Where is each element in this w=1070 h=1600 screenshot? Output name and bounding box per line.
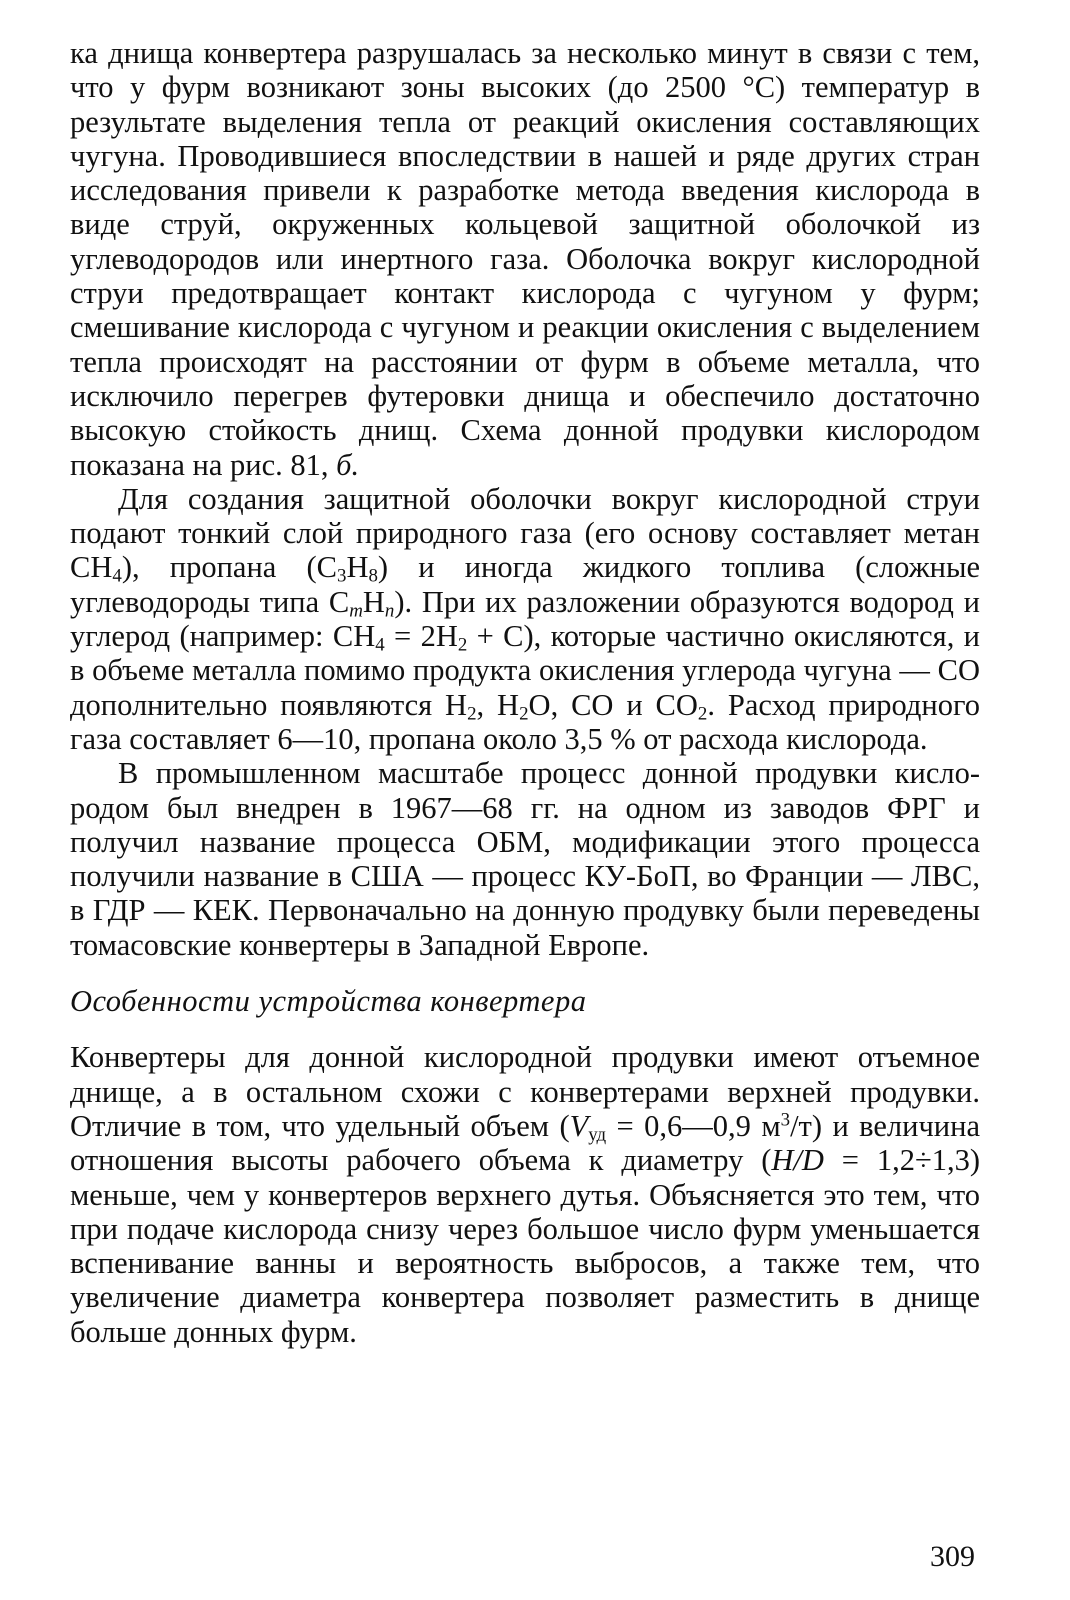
- sub-2d: 2: [697, 703, 708, 725]
- section-heading: Особенности устройства конвертера: [70, 984, 587, 1019]
- paragraph-3: В промышленном масштабе процесс донной продувки кислородом был внедрен в 1967—68 гг. на одном из заводов ФРГ и получил название процесса ОБМ, модификации этого процесса получили название в США — процесс КУ-БоП, во Франции — ЛВС, в ГДР — КЕК. Первоначально на донную продувку были переведены томасовские конвертеры в Западной Европе.: [70, 756, 980, 962]
- sub-4a: 4: [112, 566, 122, 588]
- p2-text-a: Для создания защитной оболочки вокруг кислородной струи подают тонкий слой природного газа (его основу составляет метан CH: [70, 481, 980, 585]
- p2-text-d: ). При их разложении образуются водород и углерод (например: CH: [70, 584, 980, 654]
- sup-3: 3: [780, 1109, 791, 1131]
- h-letter: H: [346, 550, 369, 585]
- sub-ud: уд: [588, 1124, 607, 1146]
- paragraph-2: [70, 482, 980, 756]
- sub-8: 8: [368, 566, 378, 588]
- p4-text-c: /т) и величина отношения высоты рабочего объема к диаметру (: [70, 1108, 980, 1178]
- paragraph-1-text: ка днища конвертера разрушалась за несколько минут в связи с тем, что у фурм возникают зоны высоких (до 2500 °С) температур в результате выделения тепла от реакций окисления составляющих чугуна. Проводившиеся впоследствии в нашей и ряде других стран исследования привели к разработке метода введения кислорода в виде струй, окруженных кольцевой защитной оболочкой из углеводородов или инертного газа. Оболочка вокруг кислородной струи предотвращает контакт кислорода с чугуном у фурм; смешивание кислорода с чугуном и реакции окисления с выделением тепла происходят на расстоянии от фурм в объеме металла, что исключило перегрев футеровки днища и обеспечило достаточно высокую стойкость днищ. Схема донной продувки кислородом показана на рис. 81,: [70, 36, 980, 482]
- sub-2c: 2: [519, 703, 529, 725]
- p2-text-i: . Расход природного газа составляет 6—10, пропана около 3,5 % от расхода кислорода.: [70, 687, 980, 756]
- p2-text-b: ), пропана (C: [121, 550, 337, 585]
- paragraph-1: [70, 36, 980, 482]
- p4-text-a: Конвертеры для донной кислородной продувки имеют отъемное днище, а в остальном схожи с конвертерами верхней продувки. Отличие в том, что удельный объем (: [70, 1040, 980, 1143]
- sub-2a: 2: [457, 634, 468, 656]
- figure-ref: б.: [336, 447, 360, 482]
- p4-text-b: = 0,6—0,9 м: [606, 1108, 781, 1143]
- p2-text-c: ) и иногда жидкого топлива (сложные углеводороды типа C: [70, 550, 980, 619]
- p2-text-f: + C), которые частично окисляются, и в объеме металла помимо продукта окисления углерода чугуна — CO дополнительно появляются H: [70, 619, 980, 722]
- page-body: [70, 36, 980, 1349]
- p2-text-h: O, CO и CO: [528, 687, 698, 722]
- sub-m-text: m: [349, 600, 363, 622]
- p2-text-e: = 2H: [384, 619, 458, 654]
- sub-3: 3: [336, 566, 347, 588]
- symbol-hd: H/D: [771, 1143, 824, 1178]
- sub-n-text: n: [384, 600, 395, 622]
- h-letter-2: H: [362, 584, 385, 619]
- sub-4b: 4: [375, 634, 385, 656]
- p2-text-g: , H: [476, 687, 520, 722]
- sub-2b: 2: [467, 703, 477, 725]
- paragraph-4: [70, 1040, 980, 1349]
- page-number: 309: [930, 1540, 975, 1573]
- symbol-v: V: [569, 1108, 589, 1143]
- p4-text-d: = 1,2÷1,3) меньше, чем у конвертеров верхнего дутья. Объясняется это тем, что при подаче кислорода снизу через большое число фурм уменьшается вспенивание ванны и вероятность выбросов, а также тем, что увеличение диаметра конвертера позволяет разместить в днище больше донных фурм.: [70, 1143, 980, 1349]
